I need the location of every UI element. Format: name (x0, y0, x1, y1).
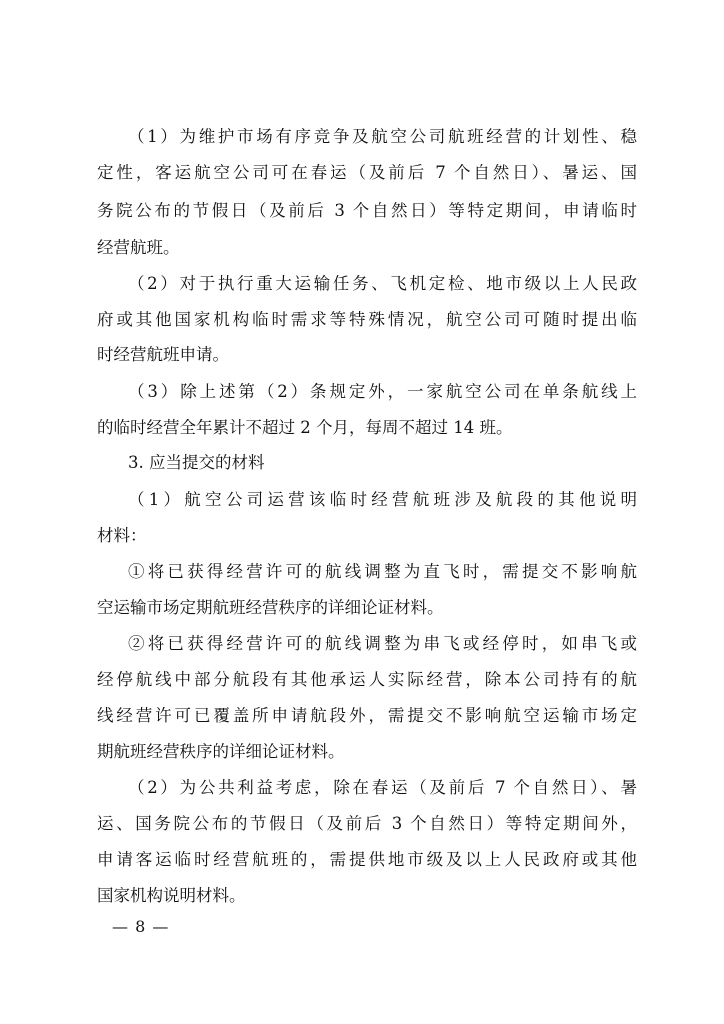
text-line: 申请客运临时经营航班的，需提供地市级及以上人民政府或其他 (97, 850, 637, 869)
text-line: 务院公布的节假日（及前后 3 个自然日）等特定期间，申请临时 (97, 201, 637, 220)
text-line: （1）为维护市场有序竞争及航空公司航班经营的计划性、稳 (128, 127, 637, 146)
text-line: （2）对于执行重大运输任务、飞机定检、地市级以上人民政 (128, 274, 637, 293)
text-line: 空运输市场定期航班经营秩序的详细论证材料。 (97, 598, 444, 617)
text-line: 时经营航班申请。 (97, 345, 229, 364)
text-line: 府或其他国家机构临时需求等特殊情况，航空公司可随时提出临 (97, 310, 637, 329)
text-line: （3）除上述第（2）条规定外，一家航空公司在单条航线上 (128, 382, 637, 401)
text-line: 期航班经营秩序的详细论证材料。 (97, 742, 345, 761)
text-line: 材料： (97, 526, 147, 545)
text-line: ①将已获得经营许可的航线调整为直飞时，需提交不影响航 (128, 562, 637, 581)
text-line: 运、国务院公布的节假日（及前后 3 个自然日）等特定期间外， (97, 814, 637, 833)
text-line: 国家机构说明材料。 (97, 886, 246, 905)
text-line: 的临时经营全年累计不超过 2 个月，每周不超过 14 班。 (97, 418, 513, 437)
text-line: ②将已获得经营许可的航线调整为串飞或经停时，如串飞或 (128, 634, 637, 653)
section-heading: 3. 应当提交的材料 (128, 453, 265, 472)
text-line: 经停航线中部分航段有其他承运人实际经营，除本公司持有的航 (97, 670, 637, 689)
text-line: 经营航班。 (97, 238, 180, 257)
text-line: 定性，客运航空公司可在春运（及前后 7 个自然日）、暑运、国 (97, 163, 637, 182)
text-line: 线经营许可已覆盖所申请航段外，需提交不影响航空运输市场定 (97, 706, 637, 725)
text-line: （1）航空公司运营该临时经营航班涉及航段的其他说明 (128, 490, 637, 509)
text-line: （2）为公共利益考虑，除在春运（及前后 7 个自然日）、暑 (128, 778, 637, 797)
page-number: — 8 — (112, 917, 170, 936)
